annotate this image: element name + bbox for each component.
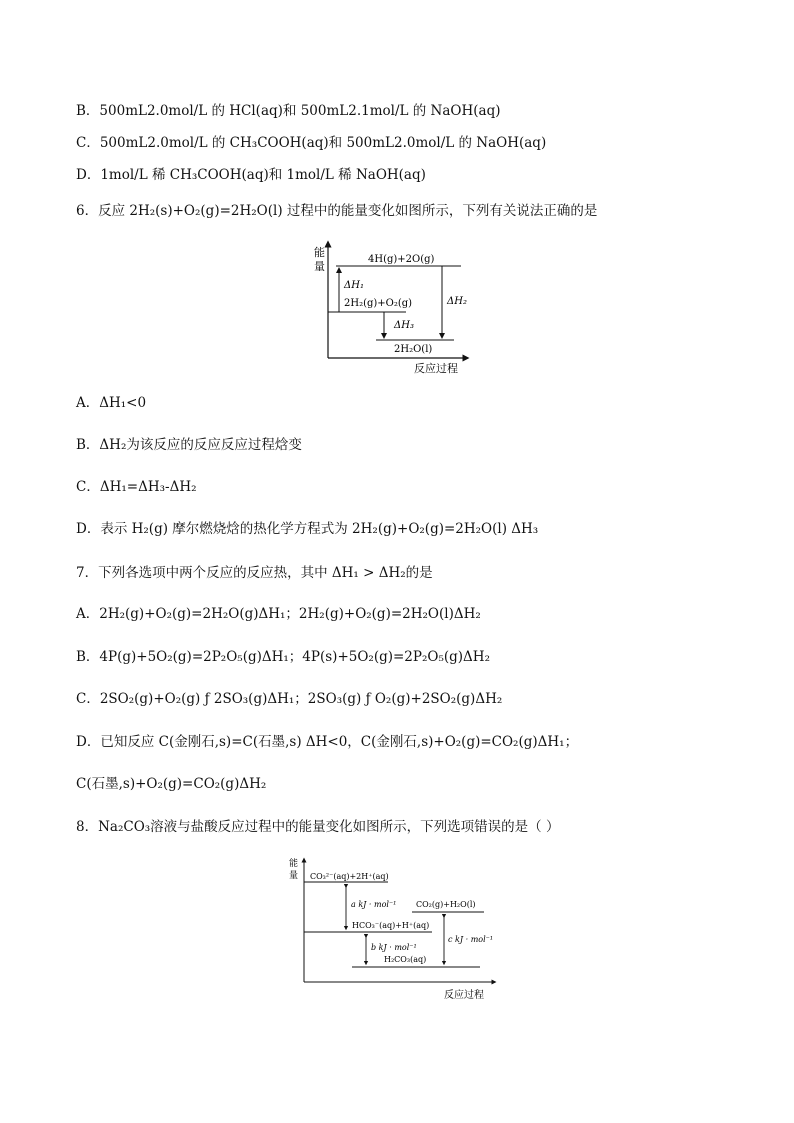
level-top-label: 4H(g)+2O(g)	[368, 254, 435, 265]
q7-option-d: D．已知反应 C(金刚石,s)=C(石墨,s) ΔH<0，C(金刚石,s)+O₂(g)=CO₂(g)ΔH₁；	[76, 734, 579, 750]
level-top-label: CO₃²⁻(aq)+2H⁺(aq)	[310, 872, 389, 881]
x-axis-label: 反应过程	[444, 990, 484, 1001]
y-axis-label-top: 能	[314, 246, 325, 259]
q7-stem: 7．下列各选项中两个反应的反应热，其中 ΔH₁ > ΔH₂的是	[76, 565, 433, 581]
dh2-label: ΔH₂	[447, 296, 467, 307]
x-axis-label: 反应过程	[414, 362, 458, 375]
c-label: c kJ · mol⁻¹	[448, 935, 494, 944]
q5-option-d: D．1mol/L 稀 CH₃COOH(aq)和 1mol/L 稀 NaOH(aq)	[76, 167, 426, 183]
q6-option-d: D．表示 H₂(g) 摩尔燃烧焓的热化学方程式为 2H₂(g)+O₂(g)=2H₂O(l) ΔH₃	[76, 521, 539, 537]
q6-option-c: C．ΔH₁=ΔH₃-ΔH₂	[76, 479, 197, 495]
level-h2co3-label: H₂CO₃(aq)	[384, 955, 427, 964]
q5-option-b: B．500mL2.0mol/L 的 HCl(aq)和 500mL2.1mol/L 的 NaOH(aq)	[76, 103, 501, 119]
level-mid-label: 2H₂(g)+O₂(g)	[344, 298, 413, 309]
q7-option-c: C．2SO₂(g)+O₂(g) ƒ 2SO₃(g)ΔH₁；2SO₃(g) ƒ O₂(g)+2SO₂(g)ΔH₂	[76, 691, 503, 707]
q8-stem: 8．Na₂CO₃溶液与盐酸反应过程中的能量变化如图所示，下列选项错误的是（ ）	[76, 819, 560, 835]
y-axis-label-bottom: 量	[289, 871, 299, 881]
q6-stem: 6．反应 2H₂(s)+O₂(g)=2H₂O(l) 过程中的能量变化如图所示，下列有关说法正确的是	[76, 203, 598, 219]
y-axis-label-bottom: 量	[314, 260, 325, 273]
q6-option-b: B．ΔH₂为该反应的反应反应过程焓变	[76, 437, 302, 453]
dh1-label: ΔH₁	[344, 280, 364, 291]
y-axis-label-top: 能	[289, 859, 299, 869]
q7-option-b: B．4P(g)+5O₂(g)=2P₂O₅(g)ΔH₁；4P(s)+5O₂(g)=2P₂O₅(g)ΔH₂	[76, 649, 490, 665]
q7-option-d-cont: C(石墨,s)+O₂(g)=CO₂(g)ΔH₂	[76, 776, 267, 792]
level-co2-label: CO₂(g)+H₂O(l)	[416, 900, 476, 909]
dh3-label: ΔH₃	[394, 320, 414, 331]
q5-option-c: C．500mL2.0mol/L 的 CH₃COOH(aq)和 500mL2.0mol/L 的 NaOH(aq)	[76, 135, 547, 151]
q7-option-a: A．2H₂(g)+O₂(g)=2H₂O(g)ΔH₁；2H₂(g)+O₂(g)=2H₂O(l)ΔH₂	[76, 606, 481, 622]
level-hco3-label: HCO₃⁻(aq)+H⁺(aq)	[352, 921, 430, 930]
level-bottom-label: 2H₂O(l)	[394, 344, 433, 355]
energy-diagram-q8	[284, 852, 504, 1004]
q6-option-a: A．ΔH₁<0	[76, 395, 147, 411]
a-label: a kJ · mol⁻¹	[351, 900, 397, 909]
energy-diagram-q6	[306, 238, 481, 376]
b-label: b kJ · mol⁻¹	[371, 943, 417, 952]
